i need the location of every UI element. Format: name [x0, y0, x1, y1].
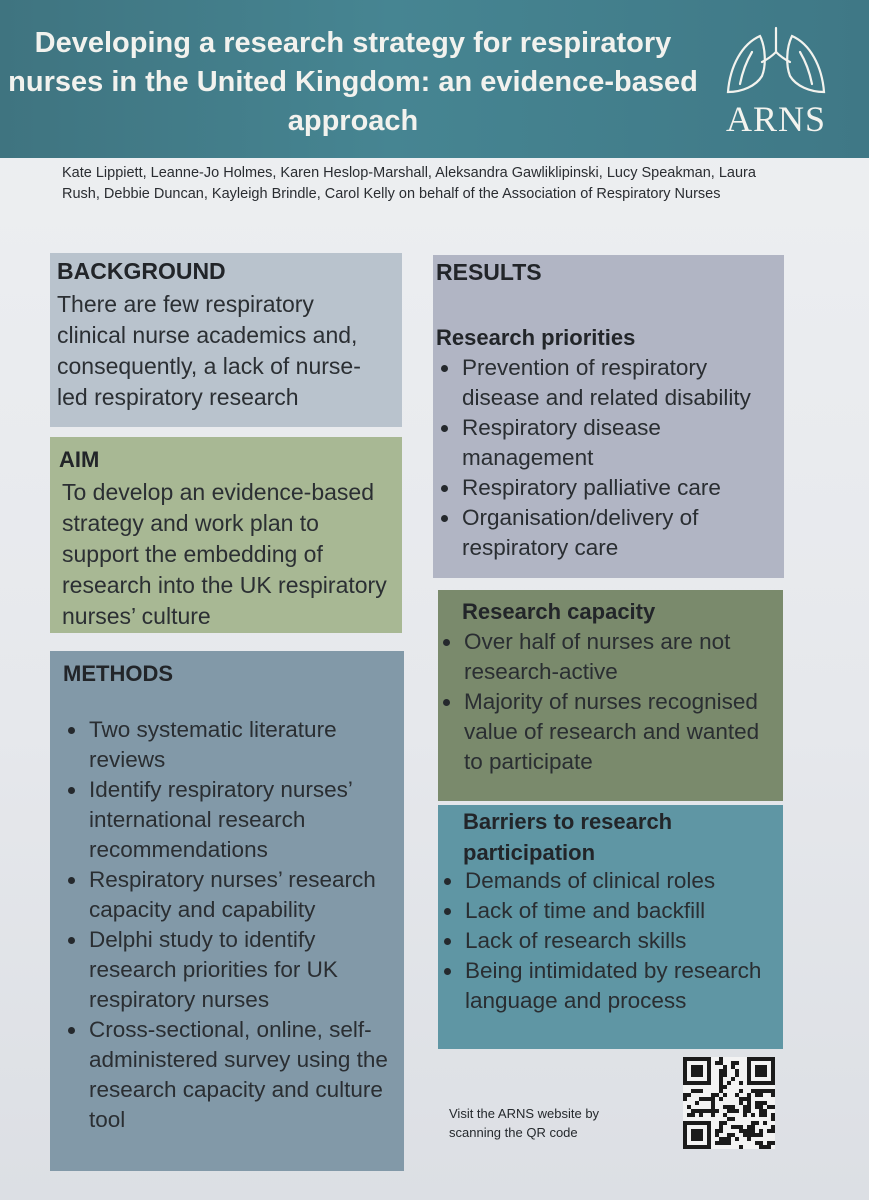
list-item: Lack of time and backfill	[439, 896, 774, 926]
bullet-icon	[441, 515, 448, 522]
results-section	[433, 255, 784, 578]
bullet-icon	[68, 727, 75, 734]
list-item: Two systematic literature reviews	[63, 715, 401, 775]
barriers-heading: Barriers to research participation	[463, 809, 673, 865]
capacity-list	[438, 627, 776, 777]
qr-code-icon[interactable]	[683, 1057, 775, 1149]
bullet-icon	[441, 485, 448, 492]
list-item: Respiratory nurses’ research capacity and capability	[63, 865, 401, 925]
methods-heading: METHODS	[63, 661, 173, 686]
bullet-icon	[68, 877, 75, 884]
bullet-icon	[441, 425, 448, 432]
bullet-icon	[444, 968, 451, 975]
barriers-section	[438, 805, 783, 1049]
lungs-icon	[716, 22, 836, 102]
list-item: Cross-sectional, online, self-administered survey using the research capacity and culture tool	[63, 1015, 401, 1135]
author-list: Kate Lippiett, Leanne-Jo Holmes, Karen Heslop-Marshall, Aleksandra Gawliklipinski, Lucy Speakman, Laura Rush, Debbie Duncan, Kayleigh Brindle, Carol Kelly on behalf of the Association of Respiratory Nurses	[62, 165, 756, 202]
results-heading: RESULTS	[436, 259, 542, 285]
qr-caption: Visit the ARNS website by scanning the QR code	[449, 1106, 600, 1140]
list-item: Delphi study to identify research priorities for UK respiratory nurses	[63, 925, 401, 1015]
capacity-heading: Research capacity	[462, 599, 656, 624]
list-item: Majority of nurses recognised value of research and wanted to participate	[438, 687, 776, 777]
research-capacity-section	[438, 590, 783, 801]
list-item: Identify respiratory nurses’ international research recommendations	[63, 775, 401, 865]
bullet-icon	[68, 1027, 75, 1034]
list-item: Organisation/delivery of respiratory care	[436, 503, 776, 563]
methods-list	[63, 715, 401, 1135]
arns-logo	[716, 22, 836, 137]
list-item: Demands of clinical roles	[439, 866, 774, 896]
list-item: Lack of research skills	[439, 926, 774, 956]
bullet-icon	[444, 938, 451, 945]
list-item: Prevention of respiratory disease and related disability	[436, 353, 776, 413]
background-heading: BACKGROUND	[57, 258, 226, 284]
bullet-icon	[443, 639, 450, 646]
list-item: Being intimidated by research language and process	[439, 956, 774, 1016]
background-section	[50, 253, 402, 427]
aim-text: To develop an evidence-based strategy and work plan to support the embedding of research into the UK respiratory nurses’ culture	[62, 479, 387, 629]
bullet-icon	[441, 365, 448, 372]
poster-header	[0, 0, 869, 158]
aim-section	[50, 437, 402, 633]
methods-section	[50, 651, 404, 1171]
aim-heading: AIM	[59, 447, 100, 472]
poster-title: Developing a research strategy for respiratory nurses in the United Kingdom: an evidence-based approach	[8, 27, 698, 137]
bullet-icon	[443, 699, 450, 706]
bullet-icon	[68, 787, 75, 794]
bullet-icon	[68, 937, 75, 944]
bullet-icon	[444, 878, 451, 885]
barriers-list	[439, 866, 774, 1016]
list-item: Over half of nurses are not research-active	[438, 627, 776, 687]
logo-text: ARNS	[725, 99, 827, 139]
list-item: Respiratory palliative care	[436, 473, 776, 503]
priorities-heading: Research priorities	[436, 325, 636, 350]
list-item: Respiratory disease management	[436, 413, 776, 473]
bullet-icon	[444, 908, 451, 915]
priorities-list	[436, 353, 776, 563]
background-text: There are few respiratory clinical nurse academics and, consequently, a lack of nurse-led respiratory research	[57, 291, 361, 410]
